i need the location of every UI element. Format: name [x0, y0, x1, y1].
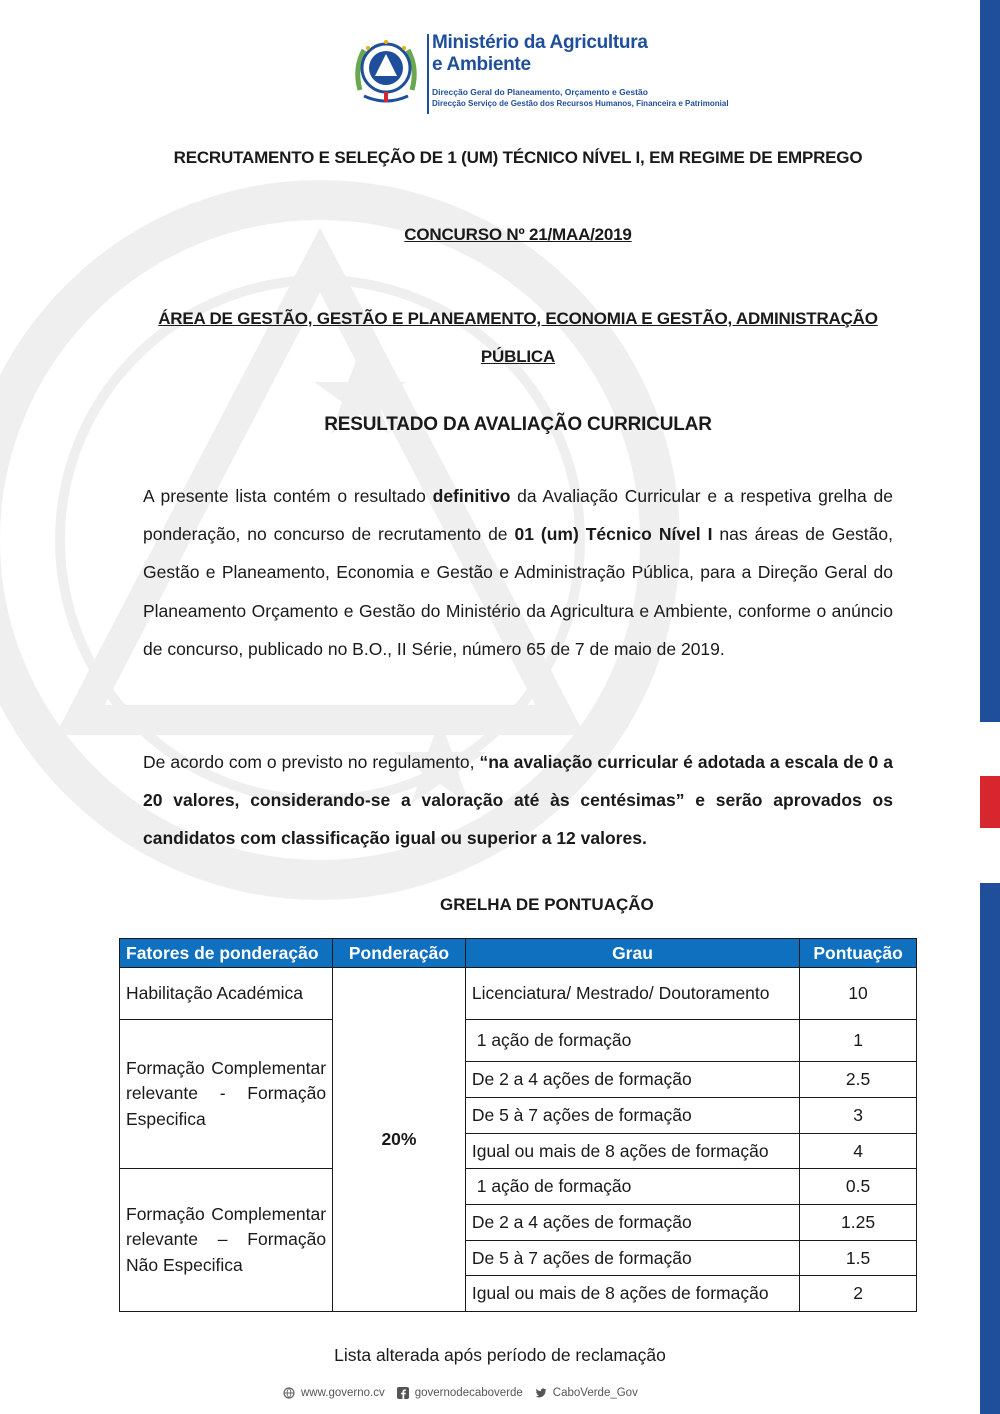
grau-cell: De 2 a 4 ações de formação	[465, 1062, 799, 1098]
facebook-icon	[397, 1387, 409, 1399]
side-bar-blue-bottom	[980, 883, 1000, 1414]
header-ponderacao: Ponderação	[333, 939, 466, 968]
intro-paragraph: A presente lista contém o resultado definitivo da Avaliação Curricular e a respetiva grelha de ponderação, no concurso de recrutamento de 01 (um) Técnico Nível I nas áreas de Gestão, Gestão e Planeamento, Economia e Gestão e Administração Pública, para a Direção Geral do Planeamento Orçamento e Gestão do Ministério da Agricultura e Ambiente, conforme o anúncio de concurso, publicado no B.O., II Série, número 65 de 7 de maio de 2019.	[143, 486, 894, 659]
website-link[interactable]: www.governo.cv	[301, 1387, 385, 1399]
pontuacao-cell: 3	[800, 1098, 917, 1134]
grau-cell: Licenciatura/ Mestrado/ Doutoramento	[465, 968, 799, 1020]
twitter-link[interactable]: CaboVerde_Gov	[552, 1387, 638, 1399]
grau-cell: 1 ação de formação	[465, 1020, 799, 1062]
grid-title: GRELHA DE PONTUAÇÃO	[440, 895, 654, 914]
pontuacao-cell: 2	[800, 1276, 917, 1312]
table-header-row	[120, 939, 917, 968]
grau-cell: De 5 à 7 ações de formação	[465, 1098, 799, 1134]
grau-cell: De 2 a 4 ações de formação	[465, 1205, 799, 1241]
pontuacao-cell: 10	[800, 968, 917, 1020]
side-bar-red	[980, 776, 1000, 828]
globe-icon	[283, 1387, 295, 1399]
facebook-link[interactable]: governodecaboverde	[414, 1387, 523, 1399]
factor-cell: Habilitação Académica	[120, 968, 333, 1020]
directorate-name: Direcção Geral do Planeamento, Orçamento e Gestão	[432, 87, 648, 97]
header-grau: Grau	[465, 939, 799, 968]
ministry-name: Ministério da Agricultura e Ambiente	[432, 32, 648, 75]
grau-cell: De 5 à 7 ações de formação	[465, 1241, 799, 1276]
header-pontuacao: Pontuação	[800, 939, 917, 968]
letterhead	[350, 28, 770, 118]
area-heading: ÁREA DE GESTÃO, GESTÃO E PLANEAMENTO, ECONOMIA E GESTÃO, ADMINISTRAÇÃO PÚBLICA	[158, 309, 878, 366]
grau-cell: Igual ou mais de 8 ações de formação	[465, 1276, 799, 1312]
pontuacao-cell: 4	[800, 1134, 917, 1169]
footer	[283, 1387, 638, 1399]
scoring-grid-table	[119, 938, 917, 1312]
document-title: RECRUTAMENTO E SELEÇÃO DE 1 (UM) TÉCNICO NÍVEL I, EM REGIME DE EMPREGO	[173, 148, 863, 167]
grau-cell: Igual ou mais de 8 ações de formação	[465, 1134, 799, 1169]
factor-cell: Formação Complementar relevante – Formação Não Especifica	[120, 1169, 333, 1312]
concurso-number: CONCURSO Nº 21/MAA/2019	[404, 225, 632, 244]
header-fatores: Fatores de ponderação	[120, 939, 333, 968]
grau-cell: 1 ação de formação	[465, 1169, 799, 1205]
ponderacao-cell: 20%	[333, 968, 466, 1312]
table-row	[120, 968, 917, 1020]
letterhead-divider	[427, 34, 429, 114]
regulation-paragraph: De acordo com o previsto no regulamento, “na avaliação curricular é adotada a escala de 0 a 20 valores, considerando-se a valoração até às centésimas” e serão aprovados os candidatos com classificação igual ou superior a 12 valores.	[143, 752, 893, 849]
coat-of-arms-seal-icon	[350, 32, 422, 108]
twitter-icon	[535, 1387, 547, 1399]
pontuacao-cell: 1.25	[800, 1205, 917, 1241]
side-bar-blue-top	[980, 0, 1000, 722]
pontuacao-cell: 1	[800, 1020, 917, 1062]
table-row	[120, 1020, 917, 1062]
service-name: Direcção Serviço de Gestão dos Recursos Humanos, Financeira e Patrimonial	[432, 99, 729, 108]
pontuacao-cell: 0.5	[800, 1169, 917, 1205]
table-row	[120, 1169, 917, 1205]
factor-cell: Formação Complementar relevante - Formação Especifica	[120, 1020, 333, 1169]
resultado-heading: RESULTADO DA AVALIAÇÃO CURRICULAR	[324, 414, 712, 435]
pontuacao-cell: 2.5	[800, 1062, 917, 1098]
revision-note: Lista alterada após período de reclamação	[334, 1345, 666, 1365]
pontuacao-cell: 1.5	[800, 1241, 917, 1276]
